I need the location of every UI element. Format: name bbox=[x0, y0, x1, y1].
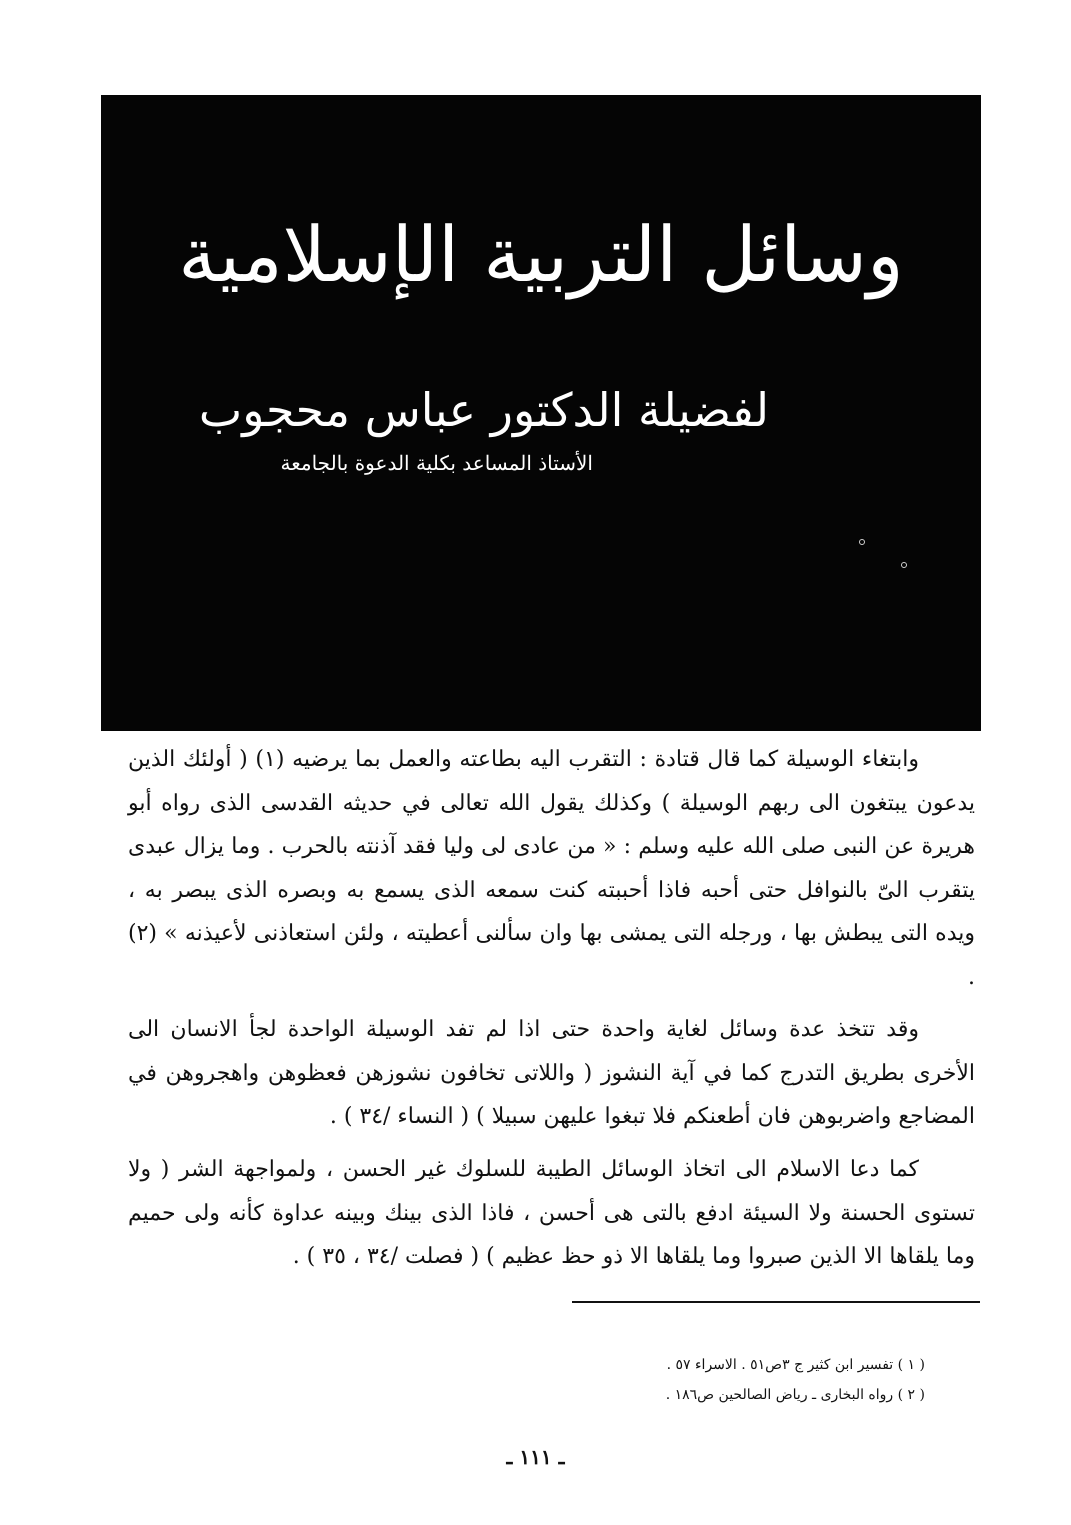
body-paragraph bbox=[128, 738, 975, 999]
speck-mark bbox=[901, 562, 907, 568]
speck-mark bbox=[859, 539, 865, 545]
paragraph-text: وابتغاء الوسيلة كما قال قتادة : التقرب اليه بطاعته والعمل بما يرضيه (١) ( أولئك الذين يدعون يبتغون الى ربهم الوسيلة ) وكذلك يقول الله تعالى في حديثه القدسى الذى رواه أبو هريرة عن النبى صلى الله عليه وسلم : « من عادى لى وليا فقد آذنته بالحرب . وما يزال عبدى يتقرب الىّ بالنوافل حتى أحبه فاذا أحببته كنت سمعه الذى يسمع به وبصره الذى يبصر به ، ويده التى يبطش بها ، ورجله التى يمشى بها وان سألنى أعطيته ، ولئن استعاذنى لأعيذنه » (٢) . bbox=[128, 747, 975, 990]
footnote: ( ١ ) تفسير ابن كثير ج ٣ص٥١ . الاسراء ٥٧ . bbox=[666, 1357, 925, 1373]
title-banner bbox=[101, 95, 981, 731]
body-paragraph bbox=[128, 1008, 975, 1139]
paragraph-text: كما دعا الاسلام الى اتخاذ الوسائل الطيبة للسلوك غير الحسن ، ولمواجهة الشر ( ولا تستوى الحسنة ولا السيئة ادفع بالتى هى أحسن ، فاذا الذى بينك وبينه عداوة كأنه ولى حميم وما يلقاها الا الذين صبروا وما يلقاها الا ذو حظ عظيم ) ( فصلت /٣٤ ، ٣٥ ) . bbox=[128, 1157, 975, 1269]
author-line: لفضيلة الدكتور عباس محجوب bbox=[198, 383, 769, 437]
footnote: ( ٢ ) رواه البخارى ـ رياض الصالحين ص١٨٦ . bbox=[665, 1387, 925, 1403]
footnotes-list bbox=[666, 1350, 925, 1410]
body-paragraph bbox=[128, 1148, 975, 1279]
author-affiliation: الأستاذ المساعد بكلية الدعوة بالجامعة bbox=[280, 451, 593, 475]
article-title: وسائل التربية الإسلامية bbox=[178, 210, 904, 299]
footnote-divider bbox=[572, 1301, 980, 1303]
page-number: ـ ١١١ ـ bbox=[506, 1445, 565, 1469]
paragraph-text: وقد تتخذ عدة وسائل لغاية واحدة حتى اذا لم تفد الوسيلة الواحدة لجأ الانسان الى الأخرى بطريق التدرج كما في آية النشوز ( واللاتى تخافون نشوزهن فعظوهن واهجروهن في المضاجع واضربوهن فان أطعنكم فلا تبغوا عليهن سبيلا ) ( النساء /٣٤ ) . bbox=[128, 1017, 975, 1129]
